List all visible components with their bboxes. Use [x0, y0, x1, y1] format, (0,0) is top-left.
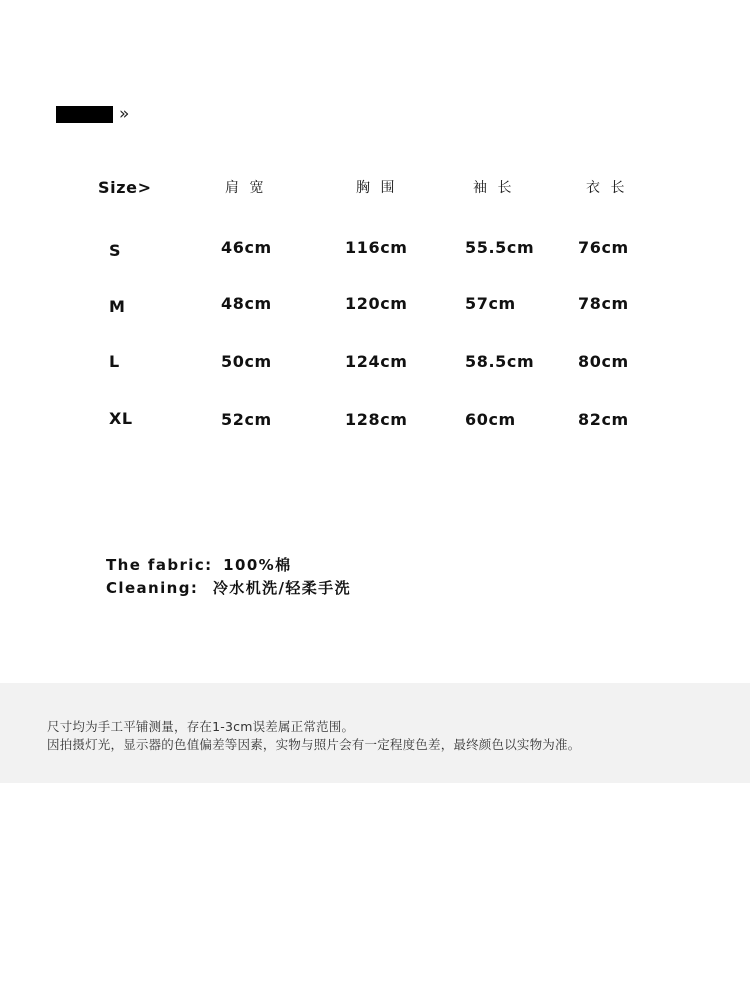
column-header-shoulder: 肩 宽	[225, 180, 267, 196]
row-l-sleeve: 58.5cm	[465, 352, 535, 371]
double-chevron-right-icon: »	[119, 104, 130, 124]
fabric-info	[106, 554, 351, 600]
measurement-note-box	[0, 683, 750, 783]
row-xl-sleeve: 60cm	[465, 410, 516, 429]
header-black-bar	[56, 106, 113, 123]
row-xl-shoulder: 52cm	[221, 410, 272, 429]
row-xl-chest: 128cm	[345, 410, 408, 429]
cleaning-value: 冷水机洗/轻柔手洗	[212, 579, 351, 597]
row-size-m: M	[109, 297, 126, 316]
fabric-value: 100%棉	[223, 556, 292, 574]
column-header-sleeve: 袖 长	[473, 180, 515, 196]
row-size-s: S	[109, 241, 122, 260]
row-m-length: 78cm	[578, 294, 629, 313]
row-m-sleeve: 57cm	[465, 294, 516, 313]
fabric-line	[106, 554, 351, 577]
fabric-label: The fabric:	[106, 556, 213, 574]
row-s-sleeve: 55.5cm	[465, 238, 535, 257]
row-size-l: L	[109, 352, 120, 371]
row-l-shoulder: 50cm	[221, 352, 272, 371]
row-size-xl: XL	[109, 409, 133, 428]
row-m-chest: 120cm	[345, 294, 408, 313]
cleaning-label: Cleaning:	[106, 579, 199, 597]
note-line-measurement: 尺寸均为手工平铺测量，存在1-3cm误差属正常范围。	[47, 719, 355, 734]
row-l-length: 80cm	[578, 352, 629, 371]
row-s-chest: 116cm	[345, 238, 408, 257]
note-line-color: 因拍摄灯光，显示器的色值偏差等因素，实物与照片会有一定程度色差，最终颜色以实物为准。	[47, 737, 581, 752]
cleaning-line	[106, 577, 351, 600]
row-s-length: 76cm	[578, 238, 629, 257]
column-header-chest: 胸 围	[356, 180, 398, 196]
row-s-shoulder: 46cm	[221, 238, 272, 257]
row-m-shoulder: 48cm	[221, 294, 272, 313]
column-header-length: 衣 长	[586, 180, 628, 196]
row-l-chest: 124cm	[345, 352, 408, 371]
row-xl-length: 82cm	[578, 410, 629, 429]
column-header-size: Size>	[98, 178, 152, 197]
